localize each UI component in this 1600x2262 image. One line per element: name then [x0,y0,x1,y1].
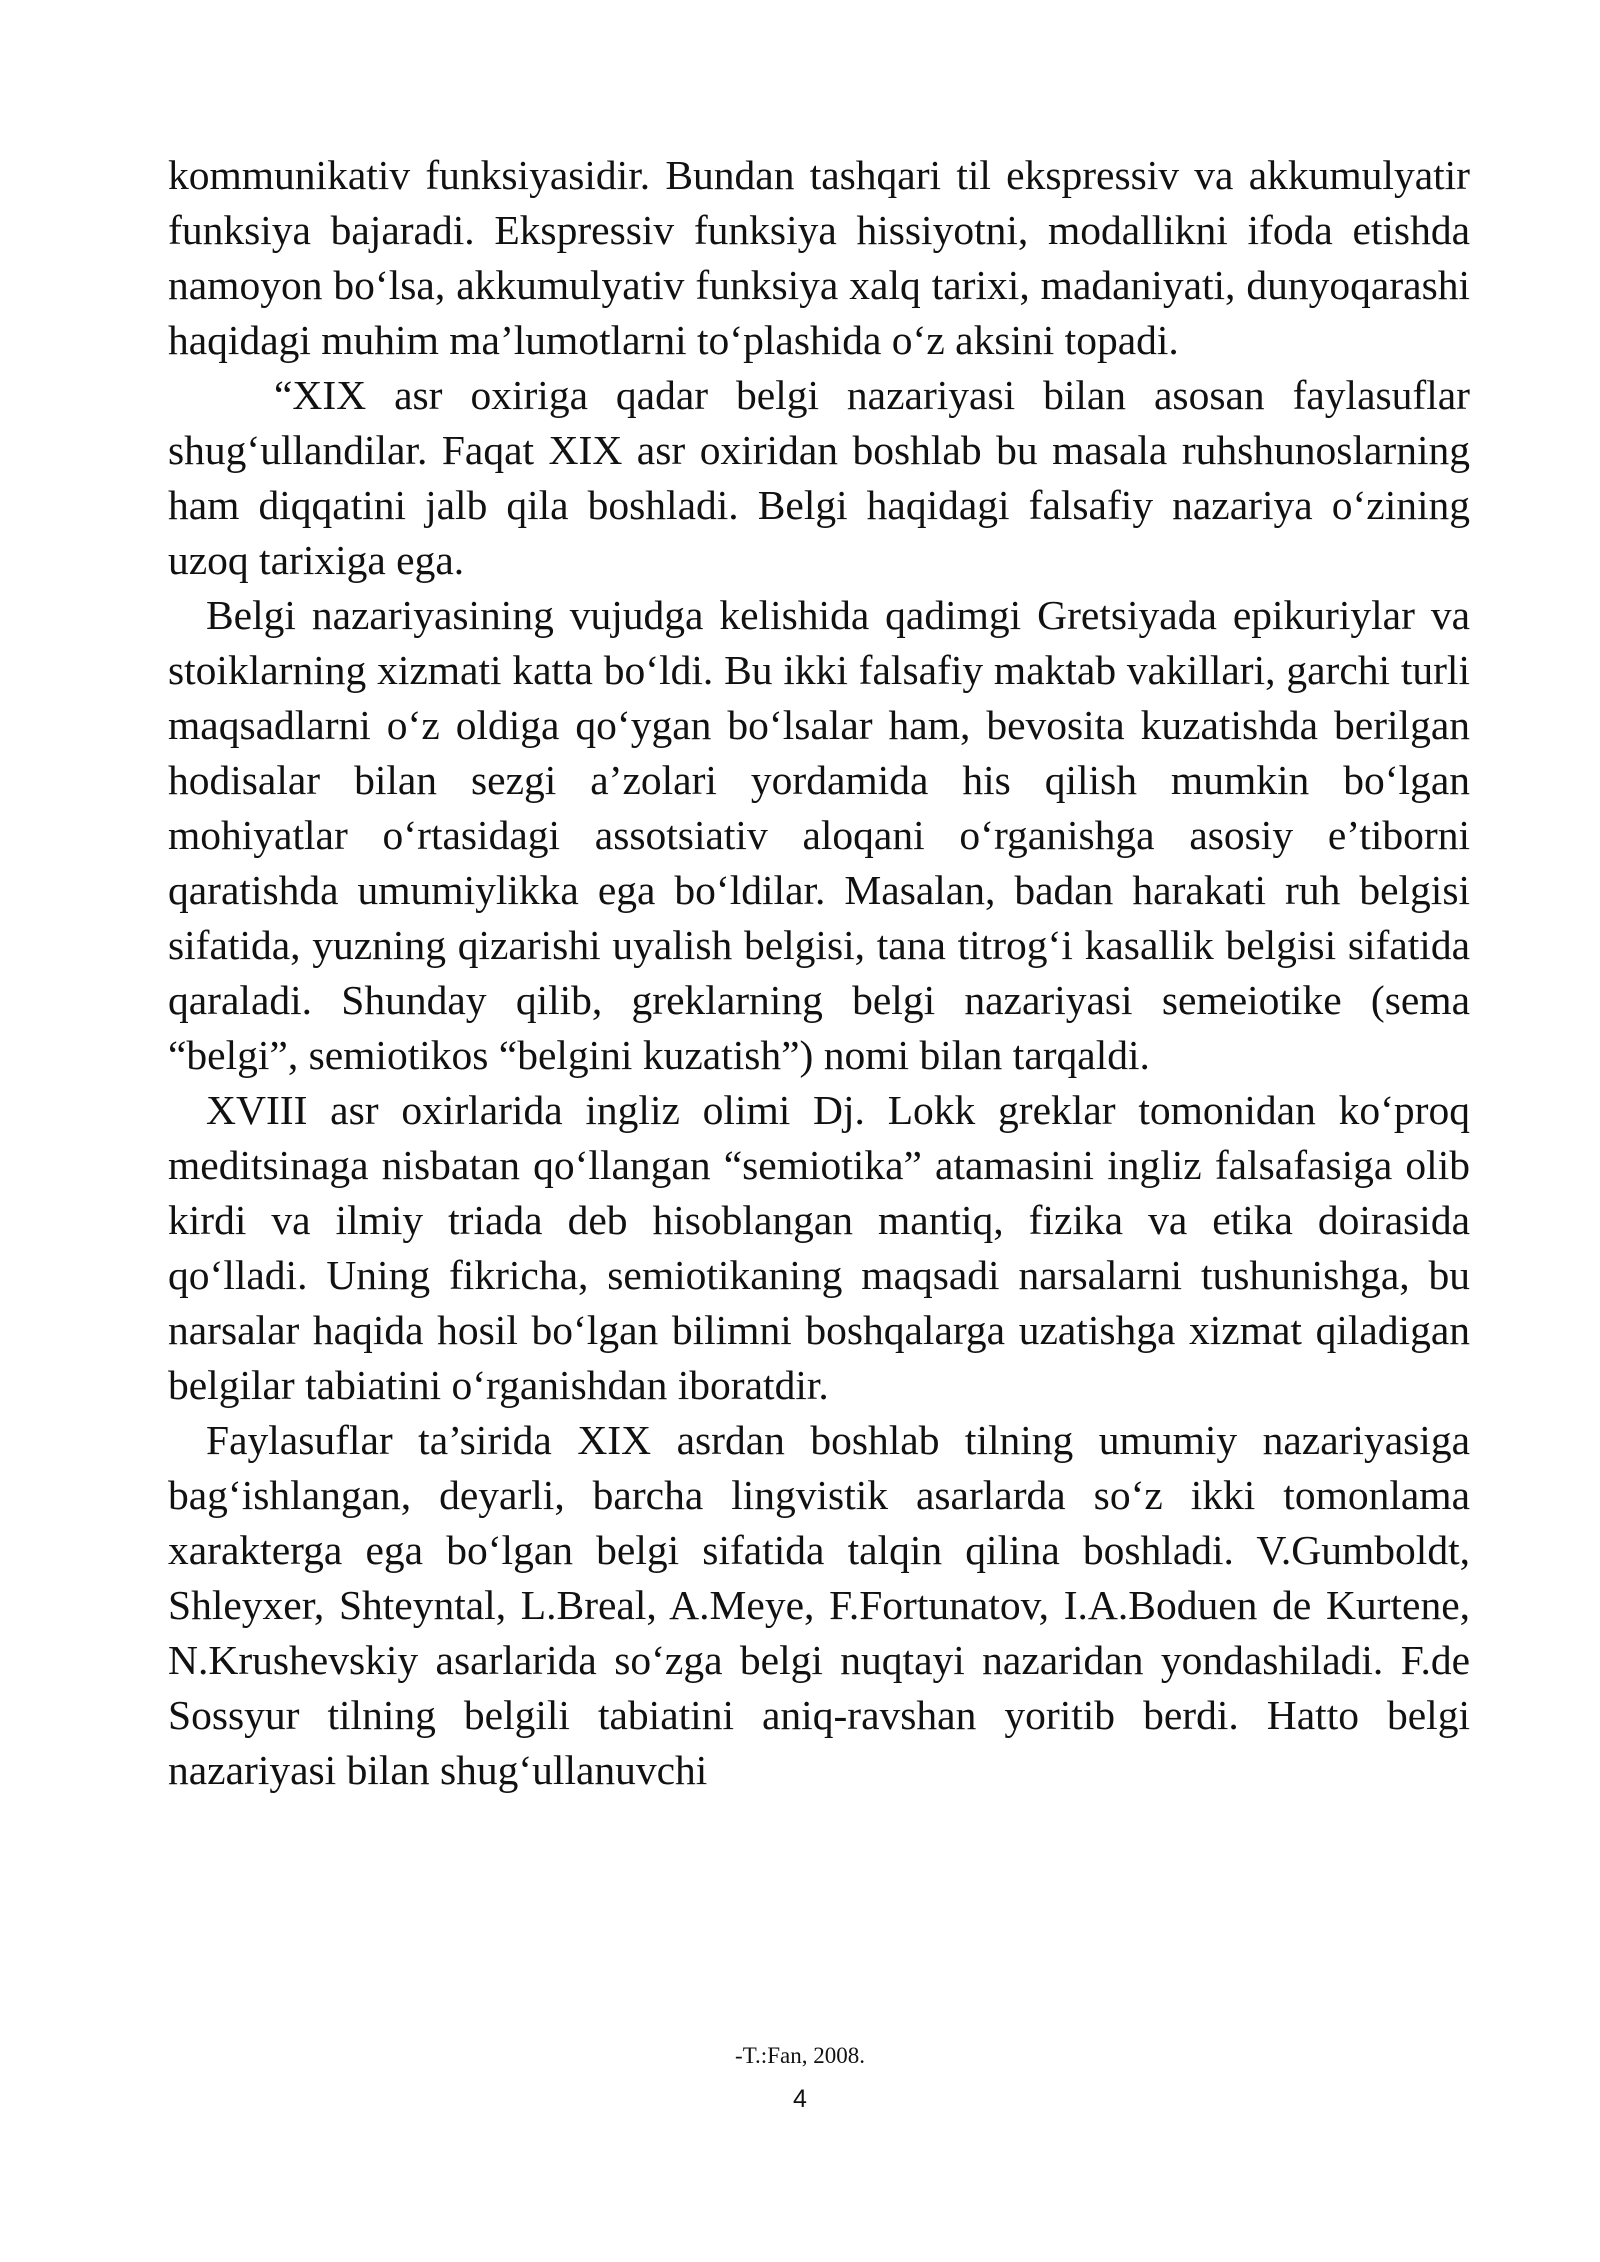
body-text [168,148,1470,1798]
paragraph-4: XVIII asr oxirlarida ingliz olimi Dj. Lokk greklar tomonidan ko‘proq meditsinaga nisbatan qo‘llangan “semiotika” atamasini ingliz falsafasiga olib kirdi va ilmiy triada deb hisoblangan mantiq, fizika va etika doirasida qo‘lladi. Uning fikricha, semiotikaning maqsadi narsalarni tushunishga, bu narsalar haqida hosil bo‘lgan bilimni boshqalarga uzatishga xizmat qiladigan belgilar tabiatini o‘rganishdan iboratdir. [168,1087,1470,1408]
footnote: -T.:Fan, 2008. [735,2043,865,2068]
paragraph-1: kommunikativ funksiyasidir. Bundan tashqari til ekspressiv va akkumulyatir funksiya bajaradi. Ekspressiv funksiya hissiyotni, modallikni ifoda etishda namoyon bo‘lsa, akkumulyativ funksiya xalq tarixi, madaniyati, dunyoqarashi haqidagi muhim ma’lumotlarni to‘plashida o‘z aksini topadi. [168,152,1470,363]
paragraph-5: Faylasuflar ta’sirida XIX asrdan boshlab tilning umumiy nazariyasiga bag‘ishlangan, deyarli, barcha lingvistik asarlarda so‘z ikki tomonlama xarakterga ega bo‘lgan belgi sifatida talqin qilina boshladi. V.Gumboldt, Shleyxer, Shteyntal, L.Breal, A.Meye, F.Fortunatov, I.A.Boduen de Kurtene, N.Krushevskiy asarlarida so‘zga belgi nuqtayi nazaridan yondashiladi. F.de Sossyur tilning belgili tabiatini aniq-ravshan yoritib berdi. Hatto belgi nazariyasi bilan shug‘ullanuvchi [168,1417,1470,1793]
page-number: 4 [793,2085,807,2113]
paragraph-3: Belgi nazariyasining vujudga kelishida qadimgi Gretsiyada epikuriylar va stoiklarning xizmati katta bo‘ldi. Bu ikki falsafiy maktab vakillari, garchi turli maqsadlarni o‘z oldiga qo‘ygan bo‘lsalar ham, bevosita kuzatishda berilgan hodisalar bilan sezgi a’zolari yordamida his qilish mumkin bo‘lgan mohiyatlar o‘rtasidagi assotsiativ aloqani o‘rganishga asosiy e’tiborni qaratishda umumiylikka ega bo‘ldilar. Masalan, badan harakati ruh belgisi sifatida, yuzning qizarishi uyalish belgisi, tana titrog‘i kasallik belgisi sifatida qaraladi. Shunday qilib, greklarning belgi nazariyasi semeiotike (sema “belgi”, semiotikos “belgini kuzatish”) nomi bilan tarqaldi. [168,592,1470,1078]
paragraph-2: “XIX asr oxiriga qadar belgi nazariyasi bilan asosan faylasuflar shug‘ullandilar. Faqat XIX asr oxiridan boshlab bu masala ruhshunoslarning ham diqqatini jalb qila boshladi. Belgi haqidagi falsafiy nazariya o‘zining uzoq tarixiga ega. [168,372,1470,583]
